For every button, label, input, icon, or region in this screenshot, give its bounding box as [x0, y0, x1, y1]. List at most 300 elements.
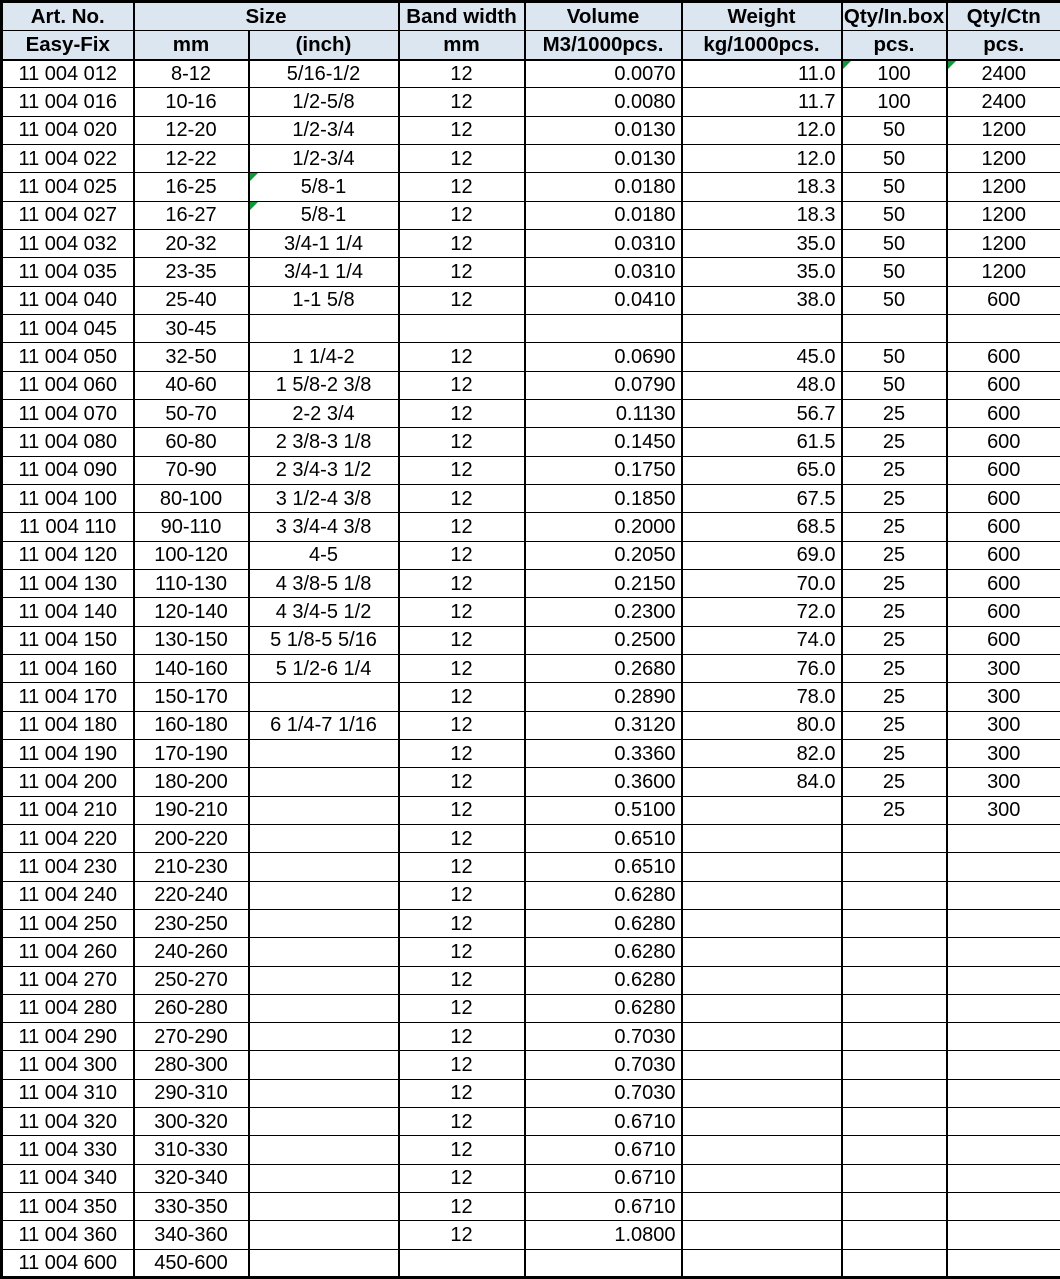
cell-qty-inbox[interactable]: 25: [842, 626, 947, 654]
cell-qty-ctn[interactable]: 600: [947, 569, 1060, 597]
cell-art-no[interactable]: 11 004 340: [2, 1164, 134, 1192]
cell-qty-ctn[interactable]: [947, 1136, 1060, 1164]
cell-size-inch[interactable]: 5/8-1: [249, 201, 399, 229]
cell-size-inch[interactable]: [249, 1221, 399, 1249]
cell-size-inch[interactable]: [249, 966, 399, 994]
cell-qty-inbox[interactable]: [842, 1136, 947, 1164]
cell-art-no[interactable]: 11 004 300: [2, 1051, 134, 1079]
cell-qty-inbox[interactable]: [842, 1079, 947, 1107]
cell-volume[interactable]: 0.6280: [525, 909, 682, 937]
cell-weight[interactable]: [682, 1249, 842, 1277]
cell-size-inch[interactable]: [249, 853, 399, 881]
cell-band-width[interactable]: 12: [399, 201, 525, 229]
cell-size-inch[interactable]: [249, 1249, 399, 1277]
cell-size-inch[interactable]: [249, 739, 399, 767]
cell-size-mm[interactable]: 23-35: [134, 258, 249, 286]
cell-size-mm[interactable]: 50-70: [134, 399, 249, 427]
cell-size-mm[interactable]: 150-170: [134, 683, 249, 711]
cell-art-no[interactable]: 11 004 160: [2, 654, 134, 682]
cell-qty-inbox[interactable]: 100: [842, 60, 947, 88]
cell-size-mm[interactable]: 90-110: [134, 513, 249, 541]
cell-volume[interactable]: 0.6280: [525, 994, 682, 1022]
cell-art-no[interactable]: 11 004 250: [2, 909, 134, 937]
cell-band-width[interactable]: 12: [399, 428, 525, 456]
cell-band-width[interactable]: 12: [399, 598, 525, 626]
cell-band-width[interactable]: 12: [399, 1164, 525, 1192]
cell-qty-inbox[interactable]: [842, 966, 947, 994]
cell-weight[interactable]: 82.0: [682, 739, 842, 767]
cell-art-no[interactable]: 11 004 600: [2, 1249, 134, 1277]
cell-art-no[interactable]: 11 004 120: [2, 541, 134, 569]
cell-qty-ctn[interactable]: 300: [947, 739, 1060, 767]
cell-weight[interactable]: [682, 1221, 842, 1249]
cell-size-inch[interactable]: [249, 994, 399, 1022]
cell-qty-inbox[interactable]: [842, 1051, 947, 1079]
cell-size-mm[interactable]: 230-250: [134, 909, 249, 937]
cell-art-no[interactable]: 11 004 140: [2, 598, 134, 626]
cell-weight[interactable]: [682, 938, 842, 966]
cell-art-no[interactable]: 11 004 170: [2, 683, 134, 711]
header-qty-inbox-sub[interactable]: pcs.: [842, 31, 947, 60]
cell-qty-inbox[interactable]: [842, 853, 947, 881]
cell-weight[interactable]: [682, 1023, 842, 1051]
cell-art-no[interactable]: 11 004 090: [2, 456, 134, 484]
cell-band-width[interactable]: 12: [399, 853, 525, 881]
cell-size-mm[interactable]: 40-60: [134, 371, 249, 399]
cell-qty-ctn[interactable]: [947, 1193, 1060, 1221]
cell-qty-ctn[interactable]: 1200: [947, 201, 1060, 229]
header-volume-sub[interactable]: M3/1000pcs.: [525, 31, 682, 60]
cell-size-mm[interactable]: 130-150: [134, 626, 249, 654]
cell-weight[interactable]: [682, 966, 842, 994]
cell-size-mm[interactable]: 220-240: [134, 881, 249, 909]
cell-size-inch[interactable]: [249, 1023, 399, 1051]
cell-qty-inbox[interactable]: 25: [842, 569, 947, 597]
cell-qty-ctn[interactable]: 300: [947, 768, 1060, 796]
cell-art-no[interactable]: 11 004 310: [2, 1079, 134, 1107]
cell-qty-inbox[interactable]: [842, 314, 947, 342]
cell-qty-inbox[interactable]: 50: [842, 116, 947, 144]
cell-qty-inbox[interactable]: [842, 1108, 947, 1136]
cell-band-width[interactable]: 12: [399, 1193, 525, 1221]
cell-size-mm[interactable]: 8-12: [134, 60, 249, 88]
cell-size-inch[interactable]: [249, 1108, 399, 1136]
cell-art-no[interactable]: 11 004 220: [2, 824, 134, 852]
cell-volume[interactable]: 0.1850: [525, 484, 682, 512]
cell-art-no[interactable]: 11 004 360: [2, 1221, 134, 1249]
cell-band-width[interactable]: 12: [399, 116, 525, 144]
cell-band-width[interactable]: 12: [399, 1108, 525, 1136]
cell-band-width[interactable]: 12: [399, 909, 525, 937]
cell-qty-inbox[interactable]: 25: [842, 484, 947, 512]
cell-volume[interactable]: 0.2300: [525, 598, 682, 626]
cell-weight[interactable]: 65.0: [682, 456, 842, 484]
cell-band-width[interactable]: [399, 314, 525, 342]
cell-volume[interactable]: 0.7030: [525, 1023, 682, 1051]
cell-weight[interactable]: [682, 1136, 842, 1164]
cell-size-mm[interactable]: 320-340: [134, 1164, 249, 1192]
cell-qty-ctn[interactable]: [947, 1023, 1060, 1051]
cell-qty-ctn[interactable]: [947, 909, 1060, 937]
cell-size-mm[interactable]: 25-40: [134, 286, 249, 314]
cell-art-no[interactable]: 11 004 060: [2, 371, 134, 399]
cell-band-width[interactable]: 12: [399, 711, 525, 739]
cell-weight[interactable]: 69.0: [682, 541, 842, 569]
cell-weight[interactable]: 48.0: [682, 371, 842, 399]
cell-qty-ctn[interactable]: [947, 938, 1060, 966]
cell-volume[interactable]: 0.6280: [525, 881, 682, 909]
cell-qty-ctn[interactable]: [947, 1108, 1060, 1136]
cell-qty-inbox[interactable]: [842, 1193, 947, 1221]
cell-weight[interactable]: [682, 1079, 842, 1107]
cell-weight[interactable]: 84.0: [682, 768, 842, 796]
cell-band-width[interactable]: 12: [399, 569, 525, 597]
header-volume[interactable]: Volume: [525, 2, 682, 31]
cell-band-width[interactable]: 12: [399, 258, 525, 286]
cell-volume[interactable]: 0.0310: [525, 258, 682, 286]
cell-qty-ctn[interactable]: 1200: [947, 258, 1060, 286]
cell-qty-ctn[interactable]: [947, 966, 1060, 994]
cell-volume[interactable]: 0.6510: [525, 824, 682, 852]
header-size-mm[interactable]: mm: [134, 31, 249, 60]
cell-size-mm[interactable]: 110-130: [134, 569, 249, 597]
cell-size-inch[interactable]: [249, 1051, 399, 1079]
cell-band-width[interactable]: 12: [399, 881, 525, 909]
cell-art-no[interactable]: 11 004 025: [2, 173, 134, 201]
cell-band-width[interactable]: 12: [399, 88, 525, 116]
cell-size-mm[interactable]: 340-360: [134, 1221, 249, 1249]
cell-qty-ctn[interactable]: 1200: [947, 229, 1060, 257]
cell-qty-inbox[interactable]: 25: [842, 739, 947, 767]
cell-qty-inbox[interactable]: [842, 1023, 947, 1051]
cell-band-width[interactable]: 12: [399, 513, 525, 541]
cell-volume[interactable]: 0.6510: [525, 853, 682, 881]
cell-weight[interactable]: [682, 796, 842, 824]
cell-band-width[interactable]: 12: [399, 60, 525, 88]
cell-art-no[interactable]: 11 004 350: [2, 1193, 134, 1221]
cell-size-inch[interactable]: 5/8-1: [249, 173, 399, 201]
cell-size-inch[interactable]: 2-2 3/4: [249, 399, 399, 427]
cell-size-mm[interactable]: 450-600: [134, 1249, 249, 1277]
header-qty-ctn[interactable]: Qty/Ctn: [947, 2, 1060, 31]
cell-volume[interactable]: 0.0070: [525, 60, 682, 88]
cell-qty-inbox[interactable]: [842, 909, 947, 937]
cell-volume[interactable]: 0.7030: [525, 1079, 682, 1107]
cell-weight[interactable]: [682, 1051, 842, 1079]
cell-size-inch[interactable]: 4-5: [249, 541, 399, 569]
cell-volume[interactable]: 0.2150: [525, 569, 682, 597]
cell-size-inch[interactable]: [249, 683, 399, 711]
cell-size-mm[interactable]: 250-270: [134, 966, 249, 994]
cell-band-width[interactable]: 12: [399, 286, 525, 314]
cell-band-width[interactable]: 12: [399, 144, 525, 172]
cell-band-width[interactable]: 12: [399, 1221, 525, 1249]
cell-qty-ctn[interactable]: 300: [947, 654, 1060, 682]
cell-size-mm[interactable]: 290-310: [134, 1079, 249, 1107]
cell-qty-ctn[interactable]: [947, 314, 1060, 342]
cell-qty-inbox[interactable]: 50: [842, 173, 947, 201]
cell-weight[interactable]: 76.0: [682, 654, 842, 682]
cell-size-inch[interactable]: [249, 314, 399, 342]
cell-qty-ctn[interactable]: 300: [947, 711, 1060, 739]
cell-art-no[interactable]: 11 004 200: [2, 768, 134, 796]
cell-volume[interactable]: 0.1450: [525, 428, 682, 456]
cell-size-inch[interactable]: 3/4-1 1/4: [249, 229, 399, 257]
cell-size-mm[interactable]: 32-50: [134, 343, 249, 371]
cell-qty-ctn[interactable]: 2400: [947, 60, 1060, 88]
cell-size-mm[interactable]: 190-210: [134, 796, 249, 824]
cell-art-no[interactable]: 11 004 080: [2, 428, 134, 456]
cell-volume[interactable]: 0.3600: [525, 768, 682, 796]
cell-band-width[interactable]: 12: [399, 1023, 525, 1051]
cell-weight[interactable]: [682, 1108, 842, 1136]
cell-qty-ctn[interactable]: 600: [947, 343, 1060, 371]
cell-weight[interactable]: 12.0: [682, 144, 842, 172]
cell-size-inch[interactable]: 1 1/4-2: [249, 343, 399, 371]
cell-volume[interactable]: 0.0180: [525, 201, 682, 229]
header-weight[interactable]: Weight: [682, 2, 842, 31]
cell-qty-ctn[interactable]: 600: [947, 399, 1060, 427]
cell-qty-inbox[interactable]: [842, 1164, 947, 1192]
cell-art-no[interactable]: 11 004 230: [2, 853, 134, 881]
cell-volume[interactable]: 0.3120: [525, 711, 682, 739]
cell-weight[interactable]: 61.5: [682, 428, 842, 456]
cell-qty-inbox[interactable]: 25: [842, 513, 947, 541]
cell-weight[interactable]: [682, 1193, 842, 1221]
cell-size-mm[interactable]: 80-100: [134, 484, 249, 512]
cell-art-no[interactable]: 11 004 032: [2, 229, 134, 257]
cell-qty-ctn[interactable]: 600: [947, 541, 1060, 569]
cell-band-width[interactable]: [399, 1249, 525, 1277]
cell-band-width[interactable]: 12: [399, 484, 525, 512]
cell-qty-inbox[interactable]: 50: [842, 144, 947, 172]
cell-volume[interactable]: 0.1750: [525, 456, 682, 484]
cell-band-width[interactable]: 12: [399, 683, 525, 711]
cell-weight[interactable]: 67.5: [682, 484, 842, 512]
cell-qty-ctn[interactable]: 600: [947, 428, 1060, 456]
cell-band-width[interactable]: 12: [399, 343, 525, 371]
cell-art-no[interactable]: 11 004 035: [2, 258, 134, 286]
cell-qty-inbox[interactable]: 25: [842, 598, 947, 626]
cell-weight[interactable]: [682, 853, 842, 881]
cell-band-width[interactable]: 12: [399, 938, 525, 966]
cell-art-no[interactable]: 11 004 016: [2, 88, 134, 116]
cell-band-width[interactable]: 12: [399, 824, 525, 852]
header-band-width-sub[interactable]: mm: [399, 31, 525, 60]
cell-qty-ctn[interactable]: 300: [947, 796, 1060, 824]
header-art-no[interactable]: Art. No.: [2, 2, 134, 31]
cell-size-inch[interactable]: [249, 1079, 399, 1107]
cell-weight[interactable]: [682, 824, 842, 852]
cell-art-no[interactable]: 11 004 022: [2, 144, 134, 172]
cell-weight[interactable]: 80.0: [682, 711, 842, 739]
cell-weight[interactable]: 45.0: [682, 343, 842, 371]
cell-size-mm[interactable]: 270-290: [134, 1023, 249, 1051]
cell-size-inch[interactable]: [249, 1136, 399, 1164]
cell-size-inch[interactable]: 1-1 5/8: [249, 286, 399, 314]
cell-qty-ctn[interactable]: [947, 853, 1060, 881]
cell-volume[interactable]: 0.1130: [525, 399, 682, 427]
cell-volume[interactable]: 0.6280: [525, 938, 682, 966]
cell-art-no[interactable]: 11 004 240: [2, 881, 134, 909]
cell-qty-inbox[interactable]: 25: [842, 456, 947, 484]
cell-volume[interactable]: 0.2050: [525, 541, 682, 569]
cell-size-mm[interactable]: 240-260: [134, 938, 249, 966]
cell-volume[interactable]: 0.6710: [525, 1193, 682, 1221]
cell-qty-ctn[interactable]: [947, 881, 1060, 909]
cell-size-inch[interactable]: 6 1/4-7 1/16: [249, 711, 399, 739]
cell-weight[interactable]: 72.0: [682, 598, 842, 626]
cell-art-no[interactable]: 11 004 040: [2, 286, 134, 314]
cell-art-no[interactable]: 11 004 027: [2, 201, 134, 229]
cell-size-mm[interactable]: 70-90: [134, 456, 249, 484]
cell-volume[interactable]: 0.2000: [525, 513, 682, 541]
cell-qty-ctn[interactable]: 600: [947, 513, 1060, 541]
cell-qty-ctn[interactable]: [947, 1249, 1060, 1277]
cell-art-no[interactable]: 11 004 280: [2, 994, 134, 1022]
cell-volume[interactable]: 0.2680: [525, 654, 682, 682]
cell-volume[interactable]: 0.0790: [525, 371, 682, 399]
cell-volume[interactable]: 0.7030: [525, 1051, 682, 1079]
cell-qty-inbox[interactable]: [842, 1221, 947, 1249]
cell-size-mm[interactable]: 140-160: [134, 654, 249, 682]
cell-volume[interactable]: 0.3360: [525, 739, 682, 767]
cell-qty-inbox[interactable]: 25: [842, 399, 947, 427]
header-art-no-sub[interactable]: Easy-Fix: [2, 31, 134, 60]
cell-size-inch[interactable]: 3 3/4-4 3/8: [249, 513, 399, 541]
cell-size-inch[interactable]: [249, 938, 399, 966]
header-band-width[interactable]: Band width: [399, 2, 525, 31]
cell-size-mm[interactable]: 260-280: [134, 994, 249, 1022]
cell-qty-inbox[interactable]: 25: [842, 711, 947, 739]
cell-volume[interactable]: 1.0800: [525, 1221, 682, 1249]
cell-size-inch[interactable]: [249, 768, 399, 796]
cell-qty-inbox[interactable]: 50: [842, 371, 947, 399]
cell-weight[interactable]: 56.7: [682, 399, 842, 427]
cell-art-no[interactable]: 11 004 070: [2, 399, 134, 427]
cell-size-inch[interactable]: 4 3/4-5 1/2: [249, 598, 399, 626]
cell-qty-ctn[interactable]: 600: [947, 371, 1060, 399]
cell-volume[interactable]: 0.0130: [525, 116, 682, 144]
cell-size-inch[interactable]: 1/2-3/4: [249, 144, 399, 172]
cell-qty-ctn[interactable]: [947, 824, 1060, 852]
cell-volume[interactable]: 0.6710: [525, 1164, 682, 1192]
cell-qty-inbox[interactable]: 50: [842, 286, 947, 314]
cell-size-inch[interactable]: 3/4-1 1/4: [249, 258, 399, 286]
cell-qty-ctn[interactable]: [947, 994, 1060, 1022]
cell-art-no[interactable]: 11 004 260: [2, 938, 134, 966]
cell-size-mm[interactable]: 180-200: [134, 768, 249, 796]
cell-art-no[interactable]: 11 004 190: [2, 739, 134, 767]
cell-band-width[interactable]: 12: [399, 768, 525, 796]
cell-size-inch[interactable]: 2 3/4-3 1/2: [249, 456, 399, 484]
cell-size-mm[interactable]: 12-20: [134, 116, 249, 144]
cell-size-mm[interactable]: 100-120: [134, 541, 249, 569]
cell-qty-inbox[interactable]: 50: [842, 258, 947, 286]
cell-weight[interactable]: [682, 909, 842, 937]
cell-weight[interactable]: 35.0: [682, 258, 842, 286]
cell-qty-inbox[interactable]: 100: [842, 88, 947, 116]
cell-volume[interactable]: 0.2890: [525, 683, 682, 711]
cell-band-width[interactable]: 12: [399, 541, 525, 569]
cell-weight[interactable]: 68.5: [682, 513, 842, 541]
cell-qty-ctn[interactable]: 600: [947, 598, 1060, 626]
cell-size-mm[interactable]: 170-190: [134, 739, 249, 767]
header-weight-sub[interactable]: kg/1000pcs.: [682, 31, 842, 60]
cell-size-mm[interactable]: 120-140: [134, 598, 249, 626]
cell-size-inch[interactable]: 1/2-5/8: [249, 88, 399, 116]
cell-art-no[interactable]: 11 004 050: [2, 343, 134, 371]
cell-size-inch[interactable]: [249, 909, 399, 937]
cell-size-mm[interactable]: 60-80: [134, 428, 249, 456]
cell-qty-ctn[interactable]: 600: [947, 626, 1060, 654]
cell-qty-ctn[interactable]: [947, 1051, 1060, 1079]
cell-volume[interactable]: 0.5100: [525, 796, 682, 824]
cell-size-mm[interactable]: 12-22: [134, 144, 249, 172]
cell-size-mm[interactable]: 16-27: [134, 201, 249, 229]
header-size-inch[interactable]: (inch): [249, 31, 399, 60]
cell-art-no[interactable]: 11 004 110: [2, 513, 134, 541]
cell-qty-inbox[interactable]: [842, 938, 947, 966]
cell-qty-ctn[interactable]: 300: [947, 683, 1060, 711]
cell-band-width[interactable]: 12: [399, 456, 525, 484]
cell-weight[interactable]: [682, 314, 842, 342]
cell-qty-inbox[interactable]: 25: [842, 796, 947, 824]
cell-qty-ctn[interactable]: [947, 1079, 1060, 1107]
cell-art-no[interactable]: 11 004 045: [2, 314, 134, 342]
cell-band-width[interactable]: 12: [399, 173, 525, 201]
cell-size-inch[interactable]: 4 3/8-5 1/8: [249, 569, 399, 597]
cell-qty-ctn[interactable]: 600: [947, 286, 1060, 314]
cell-weight[interactable]: 11.0: [682, 60, 842, 88]
cell-band-width[interactable]: 12: [399, 371, 525, 399]
cell-art-no[interactable]: 11 004 012: [2, 60, 134, 88]
cell-weight[interactable]: 18.3: [682, 201, 842, 229]
cell-size-mm[interactable]: 16-25: [134, 173, 249, 201]
cell-volume[interactable]: [525, 314, 682, 342]
cell-qty-ctn[interactable]: [947, 1221, 1060, 1249]
cell-qty-inbox[interactable]: 25: [842, 768, 947, 796]
cell-size-mm[interactable]: 210-230: [134, 853, 249, 881]
cell-volume[interactable]: 0.0080: [525, 88, 682, 116]
cell-qty-inbox[interactable]: [842, 824, 947, 852]
cell-qty-inbox[interactable]: 25: [842, 683, 947, 711]
cell-qty-inbox[interactable]: 50: [842, 229, 947, 257]
cell-qty-ctn[interactable]: 600: [947, 484, 1060, 512]
cell-size-inch[interactable]: 3 1/2-4 3/8: [249, 484, 399, 512]
header-size[interactable]: Size: [134, 2, 399, 31]
cell-qty-ctn[interactable]: 1200: [947, 173, 1060, 201]
cell-band-width[interactable]: 12: [399, 966, 525, 994]
cell-volume[interactable]: 0.0410: [525, 286, 682, 314]
cell-weight[interactable]: [682, 994, 842, 1022]
cell-size-inch[interactable]: 2 3/8-3 1/8: [249, 428, 399, 456]
cell-size-inch[interactable]: [249, 1164, 399, 1192]
cell-volume[interactable]: 0.0130: [525, 144, 682, 172]
cell-volume[interactable]: 0.0690: [525, 343, 682, 371]
cell-weight[interactable]: 35.0: [682, 229, 842, 257]
cell-band-width[interactable]: 12: [399, 1079, 525, 1107]
cell-band-width[interactable]: 12: [399, 796, 525, 824]
header-qty-ctn-sub[interactable]: pcs.: [947, 31, 1060, 60]
cell-size-inch[interactable]: [249, 824, 399, 852]
cell-qty-ctn[interactable]: 1200: [947, 144, 1060, 172]
cell-band-width[interactable]: 12: [399, 1051, 525, 1079]
cell-weight[interactable]: 78.0: [682, 683, 842, 711]
cell-volume[interactable]: 0.0180: [525, 173, 682, 201]
cell-weight[interactable]: 18.3: [682, 173, 842, 201]
cell-volume[interactable]: 0.6280: [525, 966, 682, 994]
